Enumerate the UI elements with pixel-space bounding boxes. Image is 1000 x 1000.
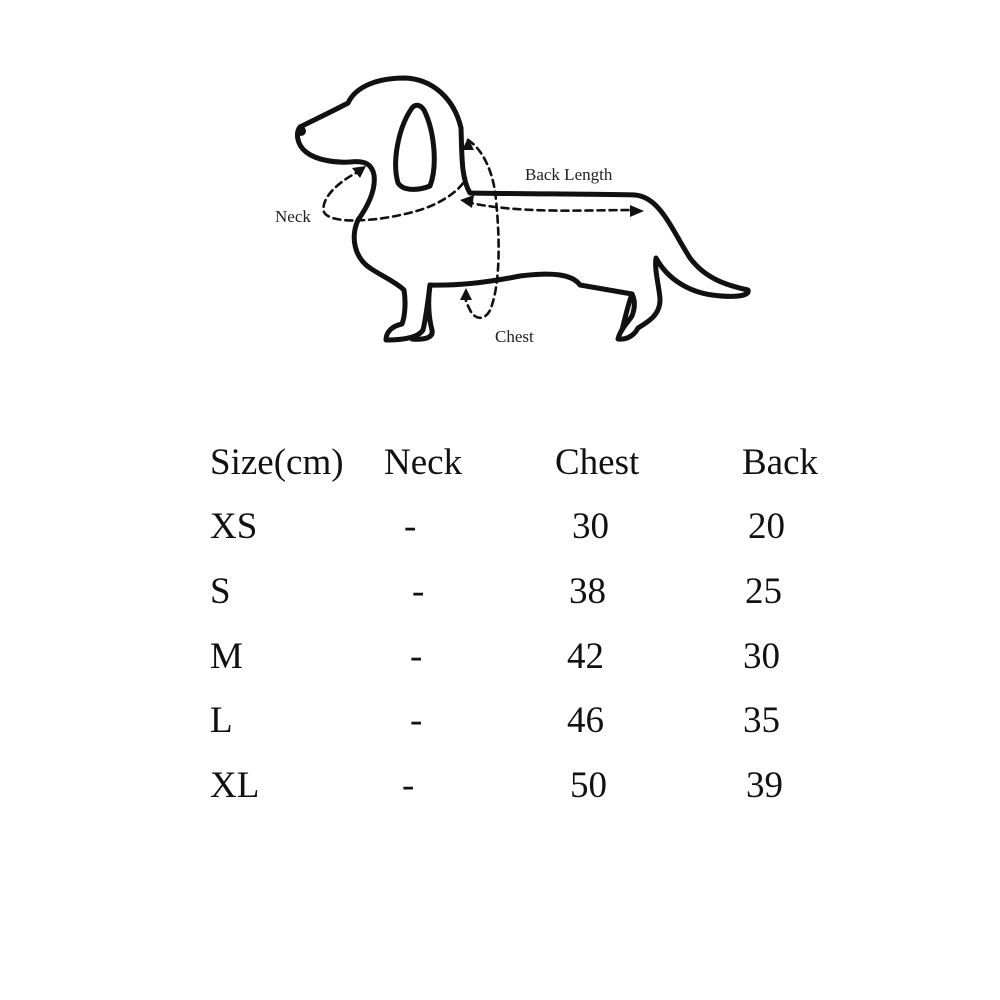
row-m-chest: 42: [567, 636, 604, 677]
row-xs-back: 20: [748, 506, 785, 547]
row-l-chest: 46: [567, 700, 604, 741]
dog-measurement-diagram: [0, 0, 1000, 360]
neck-arrow-icon: [352, 166, 366, 178]
row-m-back: 30: [743, 636, 780, 677]
chest-label: Chest: [495, 327, 534, 346]
chest-arrow-bottom-icon: [460, 288, 472, 300]
row-m-neck: -: [410, 636, 423, 677]
row-xl-back: 39: [746, 765, 783, 806]
back-arrow-left-icon: [460, 195, 474, 208]
row-xl-size: XL: [210, 765, 260, 806]
size-chart-table: [0, 430, 1000, 830]
chest-measure-line: [466, 140, 499, 318]
row-l-size: L: [210, 700, 233, 741]
row-s-chest: 38: [569, 571, 606, 612]
neck-label: Neck: [275, 207, 311, 226]
header-neck: Neck: [384, 442, 463, 483]
row-xl-chest: 50: [570, 765, 607, 806]
row-xl-neck: -: [402, 765, 415, 806]
header-chest: Chest: [555, 442, 640, 483]
dog-nose-icon: [296, 126, 306, 136]
back-length-label: Back Length: [525, 165, 613, 184]
back-length-measure-line: [466, 202, 636, 211]
row-m-size: M: [210, 636, 243, 677]
header-size: Size(cm): [210, 442, 344, 483]
row-s-neck: -: [412, 571, 425, 612]
row-s-size: S: [210, 571, 231, 612]
row-xs-size: XS: [210, 506, 258, 547]
row-l-neck: -: [410, 700, 423, 741]
dachshund-outline-icon: [298, 78, 749, 340]
row-s-back: 25: [745, 571, 782, 612]
row-xs-chest: 30: [572, 506, 609, 547]
row-l-back: 35: [743, 700, 780, 741]
header-back: Back: [742, 442, 819, 483]
dog-ear-icon: [396, 105, 435, 189]
row-xs-neck: -: [404, 506, 417, 547]
back-arrow-right-icon: [630, 205, 644, 217]
